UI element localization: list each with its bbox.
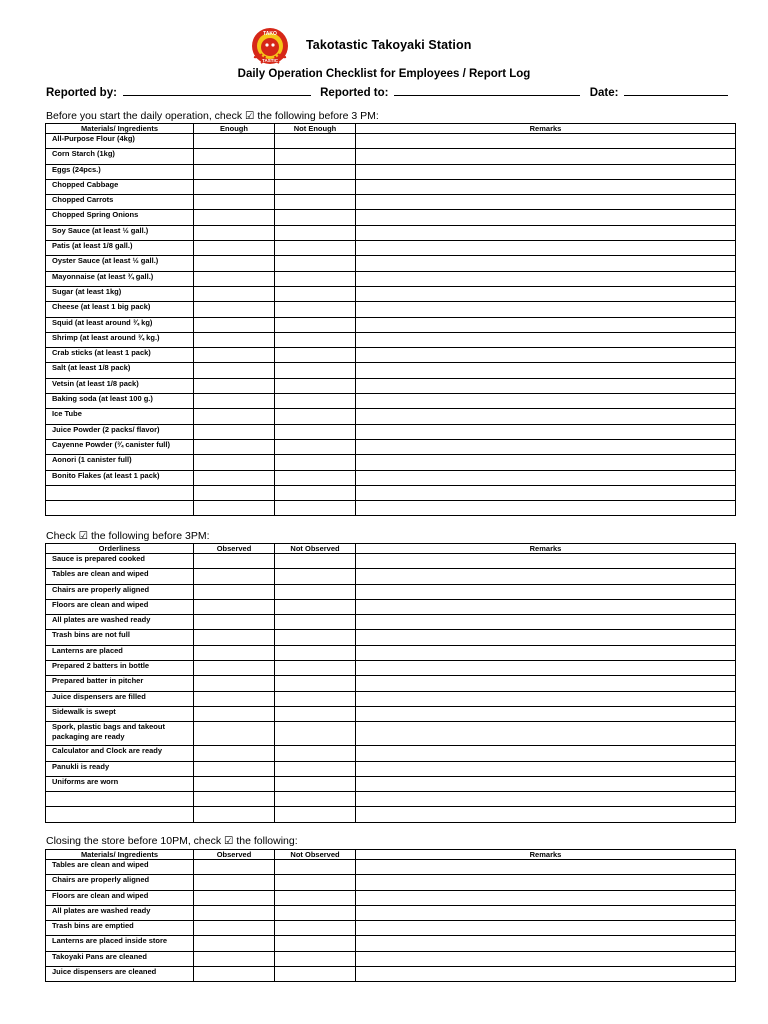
check-cell-no[interactable] xyxy=(275,149,356,164)
row-item-label: Vetsin (at least 1/8 pack) xyxy=(46,378,194,393)
row-item-label: Takoyaki Pans are cleaned xyxy=(46,951,194,966)
row-item-label: Uniforms are worn xyxy=(46,776,194,791)
check-cell-no[interactable] xyxy=(275,722,356,746)
col-header: Materials/ Ingredients xyxy=(46,124,194,134)
row-item-label: Patis (at least 1/8 gall.) xyxy=(46,241,194,256)
remarks-cell[interactable] xyxy=(356,394,736,409)
check-cell-yes[interactable] xyxy=(194,210,275,225)
row-item-label: Oyster Sauce (at least ½ gall.) xyxy=(46,256,194,271)
row-item-label: Lanterns are placed xyxy=(46,645,194,660)
document-subtitle: Daily Operation Checklist for Employees / Report Log xyxy=(237,68,531,80)
table-row xyxy=(46,860,736,875)
row-item-label: Panukli is ready xyxy=(46,761,194,776)
row-item-label: Ice Tube xyxy=(46,409,194,424)
check-cell-no[interactable] xyxy=(275,302,356,317)
remarks-cell[interactable] xyxy=(356,875,736,890)
check-cell-no[interactable] xyxy=(275,348,356,363)
remarks-cell[interactable] xyxy=(356,676,736,691)
check-cell-no[interactable] xyxy=(275,746,356,761)
remarks-cell[interactable] xyxy=(356,936,736,951)
table-row xyxy=(46,807,736,822)
table-row xyxy=(46,630,736,645)
takotastic-logo xyxy=(246,26,294,66)
row-item-label: Tables are clean and wiped xyxy=(46,569,194,584)
check-cell-yes[interactable] xyxy=(194,455,275,470)
remarks-cell[interactable] xyxy=(356,776,736,791)
check-cell-no[interactable] xyxy=(275,875,356,890)
table-row xyxy=(46,569,736,584)
remarks-cell[interactable] xyxy=(356,424,736,439)
remarks-cell[interactable] xyxy=(356,501,736,516)
remarks-cell[interactable] xyxy=(356,179,736,194)
table-row xyxy=(46,332,736,347)
check-cell-yes[interactable] xyxy=(194,691,275,706)
check-cell-yes[interactable] xyxy=(194,746,275,761)
check-cell-yes[interactable] xyxy=(194,615,275,630)
reported-by-label: Reported by: xyxy=(46,87,117,99)
col-header: Remarks xyxy=(356,544,736,554)
row-item-label: Prepared 2 batters in bottle xyxy=(46,661,194,676)
table-row xyxy=(46,225,736,240)
check-cell-no[interactable] xyxy=(275,921,356,936)
remarks-cell[interactable] xyxy=(356,554,736,569)
row-item-label: Crab sticks (at least 1 pack) xyxy=(46,348,194,363)
check-cell-no[interactable] xyxy=(275,378,356,393)
table-row xyxy=(46,890,736,905)
table-row xyxy=(46,776,736,791)
check-cell-no[interactable] xyxy=(275,394,356,409)
check-cell-yes[interactable] xyxy=(194,501,275,516)
check-cell-yes[interactable] xyxy=(194,348,275,363)
check-cell-no[interactable] xyxy=(275,676,356,691)
row-item-label: Sugar (at least 1kg) xyxy=(46,286,194,301)
check-cell-no[interactable] xyxy=(275,455,356,470)
table-row xyxy=(46,921,736,936)
check-cell-no[interactable] xyxy=(275,630,356,645)
reported-by-field[interactable] xyxy=(123,84,311,96)
check-cell-no[interactable] xyxy=(275,776,356,791)
check-cell-yes[interactable] xyxy=(194,164,275,179)
check-cell-no[interactable] xyxy=(275,645,356,660)
report-info-row xyxy=(46,84,746,100)
row-item-label: Floors are clean and wiped xyxy=(46,890,194,905)
table-row xyxy=(46,271,736,286)
check-cell-yes[interactable] xyxy=(194,722,275,746)
check-cell-yes[interactable] xyxy=(194,890,275,905)
col-header: Not Observed xyxy=(275,850,356,860)
check-cell-no[interactable] xyxy=(275,195,356,210)
check-cell-yes[interactable] xyxy=(194,936,275,951)
check-cell-no[interactable] xyxy=(275,271,356,286)
remarks-cell[interactable] xyxy=(356,967,736,982)
check-cell-yes[interactable] xyxy=(194,424,275,439)
check-cell-no[interactable] xyxy=(275,890,356,905)
check-cell-no[interactable] xyxy=(275,860,356,875)
table-row xyxy=(46,645,736,660)
check-cell-no[interactable] xyxy=(275,967,356,982)
col-header: Materials/ Ingredients xyxy=(46,850,194,860)
remarks-cell[interactable] xyxy=(356,455,736,470)
table-row xyxy=(46,149,736,164)
remarks-cell[interactable] xyxy=(356,363,736,378)
remarks-cell[interactable] xyxy=(356,706,736,721)
check-cell-no[interactable] xyxy=(275,286,356,301)
check-cell-no[interactable] xyxy=(275,554,356,569)
row-item-label: Sidewalk is swept xyxy=(46,706,194,721)
remarks-cell[interactable] xyxy=(356,792,736,807)
reported-to-field[interactable] xyxy=(394,84,580,96)
check-cell-yes[interactable] xyxy=(194,569,275,584)
remarks-cell[interactable] xyxy=(356,645,736,660)
row-item-label: Cheese (at least 1 big pack) xyxy=(46,302,194,317)
table-row xyxy=(46,951,736,966)
section1-title: Before you start the daily operation, check ☑ the following before 3 PM: xyxy=(46,110,379,122)
table-row xyxy=(46,599,736,614)
col-header: Not Enough xyxy=(275,124,356,134)
check-cell-yes[interactable] xyxy=(194,967,275,982)
header xyxy=(0,26,768,70)
row-item-label: Juice dispensers are filled xyxy=(46,691,194,706)
row-item-label xyxy=(46,807,194,822)
check-cell-yes[interactable] xyxy=(194,792,275,807)
col-header: Remarks xyxy=(356,124,736,134)
table-row xyxy=(46,792,736,807)
check-cell-no[interactable] xyxy=(275,424,356,439)
remarks-cell[interactable] xyxy=(356,599,736,614)
check-cell-yes[interactable] xyxy=(194,807,275,822)
row-item-label: Chopped Spring Onions xyxy=(46,210,194,225)
remarks-cell[interactable] xyxy=(356,302,736,317)
col-header: Remarks xyxy=(356,850,736,860)
check-cell-yes[interactable] xyxy=(194,134,275,149)
table-row xyxy=(46,761,736,776)
check-cell-yes[interactable] xyxy=(194,875,275,890)
remarks-cell[interactable] xyxy=(356,286,736,301)
check-cell-yes[interactable] xyxy=(194,409,275,424)
table-row xyxy=(46,424,736,439)
check-cell-yes[interactable] xyxy=(194,921,275,936)
check-cell-no[interactable] xyxy=(275,485,356,500)
row-item-label: All-Purpose Flour (4kg) xyxy=(46,134,194,149)
table-row xyxy=(46,179,736,194)
remarks-cell[interactable] xyxy=(356,195,736,210)
check-cell-no[interactable] xyxy=(275,179,356,194)
check-cell-yes[interactable] xyxy=(194,584,275,599)
remarks-cell[interactable] xyxy=(356,691,736,706)
remarks-cell[interactable] xyxy=(356,807,736,822)
row-item-label: Lanterns are placed inside store xyxy=(46,936,194,951)
check-cell-no[interactable] xyxy=(275,807,356,822)
check-cell-yes[interactable] xyxy=(194,149,275,164)
remarks-cell[interactable] xyxy=(356,241,736,256)
table-row xyxy=(46,584,736,599)
check-cell-yes[interactable] xyxy=(194,485,275,500)
table-row xyxy=(46,195,736,210)
check-cell-yes[interactable] xyxy=(194,470,275,485)
row-item-label: Soy Sauce (at least ½ gall.) xyxy=(46,225,194,240)
table-row xyxy=(46,286,736,301)
check-cell-no[interactable] xyxy=(275,951,356,966)
row-item-label: Baking soda (at least 100 g.) xyxy=(46,394,194,409)
check-cell-yes[interactable] xyxy=(194,645,275,660)
svg-text:TASTIC: TASTIC xyxy=(262,58,278,63)
table-row xyxy=(46,439,736,454)
check-cell-no[interactable] xyxy=(275,409,356,424)
row-item-label: Shrimp (at least around ¾ kg.) xyxy=(46,332,194,347)
row-item-label: Corn Starch (1kg) xyxy=(46,149,194,164)
table-row xyxy=(46,615,736,630)
check-cell-yes[interactable] xyxy=(194,302,275,317)
check-cell-yes[interactable] xyxy=(194,378,275,393)
remarks-cell[interactable] xyxy=(356,630,736,645)
row-item-label: Cayenne Powder (¾ canister full) xyxy=(46,439,194,454)
check-cell-yes[interactable] xyxy=(194,286,275,301)
remarks-cell[interactable] xyxy=(356,348,736,363)
remarks-cell[interactable] xyxy=(356,722,736,746)
table-row xyxy=(46,691,736,706)
check-cell-yes[interactable] xyxy=(194,706,275,721)
remarks-cell[interactable] xyxy=(356,149,736,164)
row-item-label: Sauce is prepared cooked xyxy=(46,554,194,569)
col-header: Orderliness xyxy=(46,544,194,554)
check-cell-yes[interactable] xyxy=(194,317,275,332)
check-cell-no[interactable] xyxy=(275,569,356,584)
check-cell-yes[interactable] xyxy=(194,676,275,691)
remarks-cell[interactable] xyxy=(356,271,736,286)
remarks-cell[interactable] xyxy=(356,569,736,584)
row-item-label: Bonito Flakes (at least 1 pack) xyxy=(46,470,194,485)
check-cell-no[interactable] xyxy=(275,761,356,776)
row-item-label: All plates are washed ready xyxy=(46,905,194,920)
remarks-cell[interactable] xyxy=(356,134,736,149)
check-cell-yes[interactable] xyxy=(194,905,275,920)
table-row xyxy=(46,378,736,393)
svg-text:TAKO: TAKO xyxy=(263,31,277,37)
brand-name: Takotastic Takoyaki Station xyxy=(306,38,472,52)
table-row xyxy=(46,706,736,721)
check-cell-no[interactable] xyxy=(275,134,356,149)
remarks-cell[interactable] xyxy=(356,485,736,500)
remarks-cell[interactable] xyxy=(356,615,736,630)
check-cell-no[interactable] xyxy=(275,691,356,706)
check-cell-yes[interactable] xyxy=(194,256,275,271)
check-cell-no[interactable] xyxy=(275,599,356,614)
remarks-cell[interactable] xyxy=(356,860,736,875)
col-header: Observed xyxy=(194,850,275,860)
remarks-cell[interactable] xyxy=(356,951,736,966)
row-item-label: Chairs are properly aligned xyxy=(46,875,194,890)
check-cell-no[interactable] xyxy=(275,439,356,454)
row-item-label: Prepared batter in pitcher xyxy=(46,676,194,691)
check-cell-no[interactable] xyxy=(275,470,356,485)
table-row xyxy=(46,241,736,256)
table-row xyxy=(46,134,736,149)
check-cell-yes[interactable] xyxy=(194,394,275,409)
col-header: Observed xyxy=(194,544,275,554)
remarks-cell[interactable] xyxy=(356,890,736,905)
check-cell-no[interactable] xyxy=(275,332,356,347)
table-row xyxy=(46,302,736,317)
table-row xyxy=(46,485,736,500)
row-item-label: Calculator and Clock are ready xyxy=(46,746,194,761)
check-cell-no[interactable] xyxy=(275,584,356,599)
reported-to-label: Reported to: xyxy=(320,87,389,99)
remarks-cell[interactable] xyxy=(356,225,736,240)
row-item-label: Chairs are properly aligned xyxy=(46,584,194,599)
check-cell-yes[interactable] xyxy=(194,776,275,791)
check-cell-yes[interactable] xyxy=(194,661,275,676)
row-item-label xyxy=(46,485,194,500)
row-item-label xyxy=(46,792,194,807)
table-row xyxy=(46,470,736,485)
table-row xyxy=(46,348,736,363)
remarks-cell[interactable] xyxy=(356,761,736,776)
check-cell-no[interactable] xyxy=(275,792,356,807)
check-cell-yes[interactable] xyxy=(194,195,275,210)
remarks-cell[interactable] xyxy=(356,164,736,179)
table-row xyxy=(46,746,736,761)
table-row xyxy=(46,967,736,982)
check-cell-no[interactable] xyxy=(275,661,356,676)
remarks-cell[interactable] xyxy=(356,746,736,761)
remarks-cell[interactable] xyxy=(356,378,736,393)
table-row xyxy=(46,455,736,470)
check-cell-yes[interactable] xyxy=(194,951,275,966)
row-item-label: Mayonnaise (at least ¾ gall.) xyxy=(46,271,194,286)
table-row xyxy=(46,554,736,569)
remarks-cell[interactable] xyxy=(356,256,736,271)
row-item-label: Tables are clean and wiped xyxy=(46,860,194,875)
row-item-label: Trash bins are not full xyxy=(46,630,194,645)
remarks-cell[interactable] xyxy=(356,661,736,676)
table-row xyxy=(46,317,736,332)
check-cell-no[interactable] xyxy=(275,936,356,951)
check-cell-no[interactable] xyxy=(275,256,356,271)
check-cell-no[interactable] xyxy=(275,225,356,240)
section3-title: Closing the store before 10PM, check ☑ the following: xyxy=(46,835,298,847)
check-cell-yes[interactable] xyxy=(194,225,275,240)
check-cell-yes[interactable] xyxy=(194,630,275,645)
check-cell-no[interactable] xyxy=(275,706,356,721)
check-cell-yes[interactable] xyxy=(194,860,275,875)
table-row xyxy=(46,256,736,271)
row-item-label: Juice Powder (2 packs/ flavor) xyxy=(46,424,194,439)
table-row xyxy=(46,905,736,920)
row-item-label: All plates are washed ready xyxy=(46,615,194,630)
row-item-label: Aonori (1 canister full) xyxy=(46,455,194,470)
check-cell-yes[interactable] xyxy=(194,439,275,454)
table-row xyxy=(46,661,736,676)
date-field[interactable] xyxy=(624,84,728,96)
closing-table xyxy=(45,849,736,982)
remarks-cell[interactable] xyxy=(356,317,736,332)
table-row xyxy=(46,164,736,179)
row-item-label: Chopped Carrots xyxy=(46,195,194,210)
remarks-cell[interactable] xyxy=(356,439,736,454)
row-item-label: Salt (at least 1/8 pack) xyxy=(46,363,194,378)
row-item-label: Floors are clean and wiped xyxy=(46,599,194,614)
remarks-cell[interactable] xyxy=(356,332,736,347)
table-row xyxy=(46,363,736,378)
check-cell-yes[interactable] xyxy=(194,761,275,776)
remarks-cell[interactable] xyxy=(356,905,736,920)
row-item-label: Spork, plastic bags and takeout packaging are ready xyxy=(46,722,194,746)
check-cell-no[interactable] xyxy=(275,615,356,630)
orderliness-table xyxy=(45,543,736,823)
table-row xyxy=(46,936,736,951)
table-row xyxy=(46,676,736,691)
check-cell-yes[interactable] xyxy=(194,179,275,194)
ingredients-table xyxy=(45,123,736,516)
remarks-cell[interactable] xyxy=(356,921,736,936)
table-row xyxy=(46,394,736,409)
row-item-label: Chopped Cabbage xyxy=(46,179,194,194)
table-row xyxy=(46,210,736,225)
remarks-cell[interactable] xyxy=(356,470,736,485)
date-label: Date: xyxy=(589,87,619,99)
row-item-label: Squid (at least around ¾ kg) xyxy=(46,317,194,332)
row-item-label: Trash bins are emptied xyxy=(46,921,194,936)
check-cell-no[interactable] xyxy=(275,241,356,256)
row-item-label: Eggs (24pcs.) xyxy=(46,164,194,179)
check-cell-yes[interactable] xyxy=(194,271,275,286)
remarks-cell[interactable] xyxy=(356,210,736,225)
table-row xyxy=(46,501,736,516)
check-cell-no[interactable] xyxy=(275,905,356,920)
row-item-label: Juice dispensers are cleaned xyxy=(46,967,194,982)
check-cell-yes[interactable] xyxy=(194,332,275,347)
col-header: Enough xyxy=(194,124,275,134)
table-row xyxy=(46,409,736,424)
table-row xyxy=(46,722,736,746)
check-cell-no[interactable] xyxy=(275,363,356,378)
check-cell-no[interactable] xyxy=(275,164,356,179)
check-cell-no[interactable] xyxy=(275,501,356,516)
check-cell-no[interactable] xyxy=(275,210,356,225)
section2-title: Check ☑ the following before 3PM: xyxy=(46,530,210,542)
table-row xyxy=(46,875,736,890)
check-cell-no[interactable] xyxy=(275,317,356,332)
check-cell-yes[interactable] xyxy=(194,241,275,256)
remarks-cell[interactable] xyxy=(356,584,736,599)
col-header: Not Observed xyxy=(275,544,356,554)
row-item-label xyxy=(46,501,194,516)
remarks-cell[interactable] xyxy=(356,409,736,424)
check-cell-yes[interactable] xyxy=(194,363,275,378)
check-cell-yes[interactable] xyxy=(194,599,275,614)
check-cell-yes[interactable] xyxy=(194,554,275,569)
